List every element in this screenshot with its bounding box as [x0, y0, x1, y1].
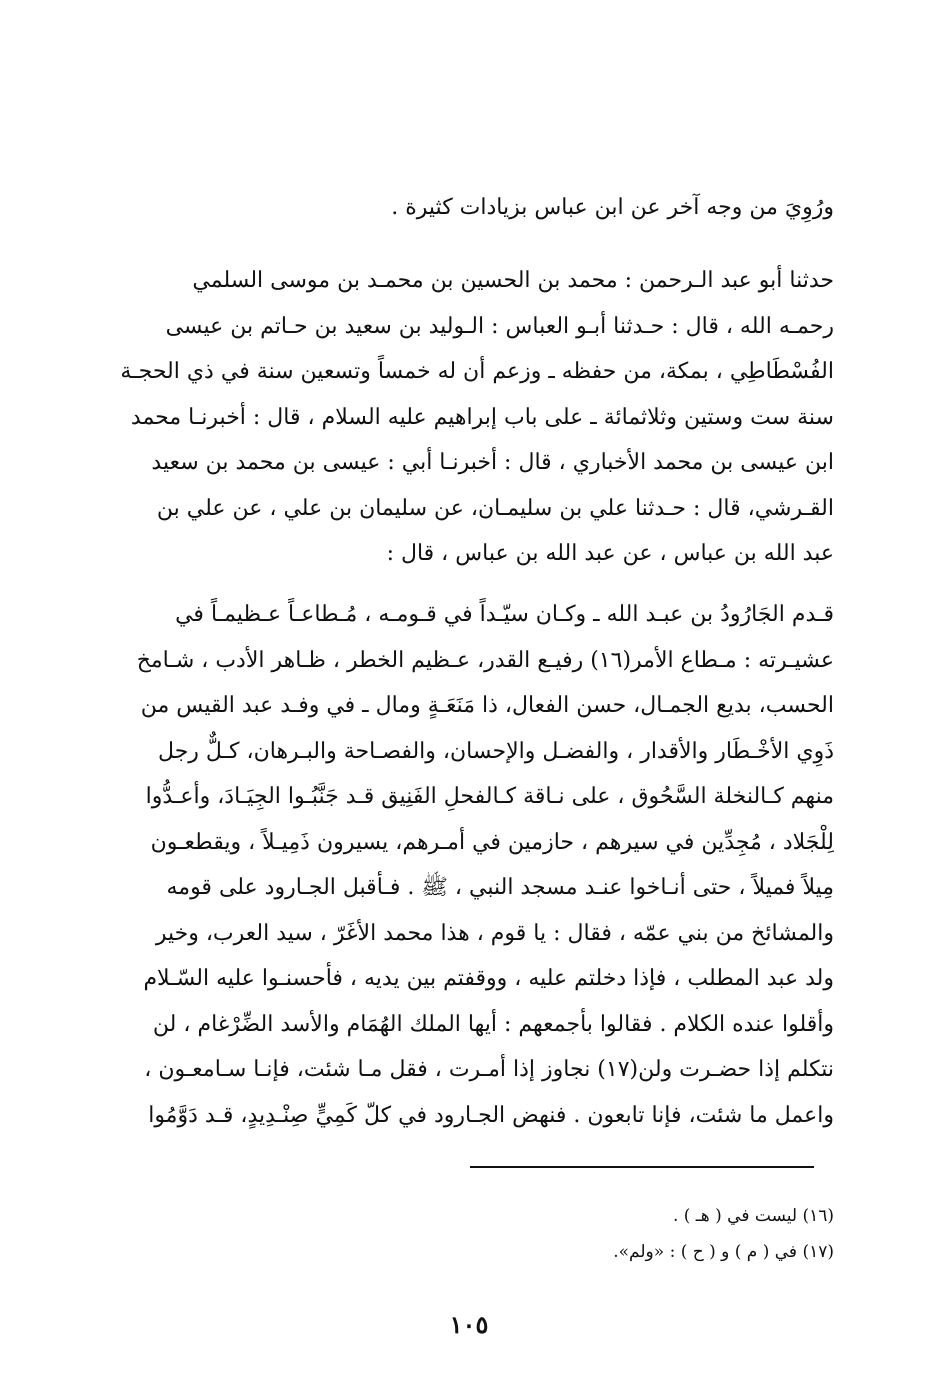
- footnote-divider: [470, 1166, 814, 1168]
- narrative-line: قـدم الجَارُودُ بن عبـد الله ـ وكـان سيّـداً في قـومـه ، مُـطاعـاً عـظيمـاً في: [175, 602, 834, 627]
- narrative-line: مِيلاً فميلاً ، حتى أنـاخوا عنـد مسجد النبي ، ﷺ . فـأقبل الجـارود على قومه: [166, 875, 834, 900]
- narrative-paragraph: [104, 592, 834, 1138]
- footnotes: [300, 1198, 834, 1270]
- narrative-line: الحسب، بديع الجمـال، حسن الفعال، ذا مَنَعَـةٍ ومال ـ في وفـد عبد القيس من: [140, 693, 834, 718]
- isnad-line: القـرشي، قال : حـدثنا علي بن سليمـان، عن سليمان بن علي ، عن علي بن: [156, 495, 834, 521]
- narrative-line: وأقلوا عنده الكلام . فقالوا بأجمعهم : أيها الملك الهُمَام والأسد الضِّرْغام ، لن: [152, 1011, 834, 1037]
- narrative-line: واعمل ما شئت، فإنا تابعون . فنهض الجـارود في كلّ كَمِيٍّ صِنْـدِيدٍ، قـد دَوَّمُوا: [148, 1102, 834, 1128]
- isnad-line: الفُسْطَاطِي ، بمكة، من حفظه ـ وزعم أن له خمساً وتسعين سنة في ذي الحجـة: [120, 359, 834, 384]
- intro-line: ورُوِيَ من وجه آخر عن ابن عباس بزيادات كثيرة .: [391, 195, 834, 220]
- isnad-line: رحمـه الله ، قال : حـدثنا أبـو العباس : الـوليد بن سعيد بن حـاتم بن عيسى: [165, 313, 834, 339]
- narrative-line: والمشائخ من بني عمّه ، فقال : يا قوم ، هذا محمد الأغَرّ ، سيد العرب، وخير: [155, 920, 834, 946]
- narrative-line: لِلْجَلاد ، مُجِدِّين في سيرهم ، حازمين في أمـرهم، يسيرون ذَمِيـلاً ، ويقطعـون: [150, 829, 834, 855]
- footnote-16: (١٦) ليست في ( هـ ) .: [672, 1206, 834, 1226]
- narrative-line: عشيـرته : مـطاع الأمر(١٦) رفيـع القدر، عـظيم الخطر ، ظـاهر الأدب ، شـامخ: [136, 647, 834, 673]
- isnad-line: سنة ست وستين وثلاثمائة ـ على باب إبراهيم عليه السلام ، قال : أخبرنـا محمد: [130, 404, 834, 430]
- isnad-line: عبد الله بن عباس ، عن عبد الله بن عباس ، قال :: [386, 541, 834, 566]
- narrative-line: نتكلم إذا حضـرت ولن(١٧) نجاوز إذا أمـرت ، فقل مـا شئت، فإنـا سـامعـون ،: [144, 1057, 834, 1082]
- narrative-line: منهم كـالنخلة السَّحُوق ، على نـاقة كـالفحلِ الفَنِيق قـد جَنَّبُـوا الجِيَـادَ، وأعـدُّوا: [145, 784, 834, 809]
- isnad-paragraph: [104, 258, 834, 577]
- page-number: ١٠٥: [449, 1310, 489, 1339]
- isnad-line: حدثنا أبو عبد الـرحمن : محمد بن الحسين بن محمـد بن موسى السلمي: [192, 268, 834, 293]
- footnote-17: (١٧) في ( م ) و ( ح ) : «ولم».: [613, 1242, 834, 1262]
- intro-paragraph: [104, 190, 834, 226]
- narrative-line: ولد عبد المطلب ، فإذا دخلتم عليه ، ووقفتم بين يديه ، فأحسنـوا عليه السّـلام: [143, 966, 834, 991]
- narrative-line: ذَوِي الأخْـطَار والأقدار ، والفضـل والإحسان، والفصـاحة والبـرهان، كـلٌّ رجل: [158, 738, 834, 764]
- isnad-line: ابن عيسى بن محمد الأخباري ، قال : أخبرنـا أبي : عيسى بن محمد بن سعيد: [151, 450, 834, 475]
